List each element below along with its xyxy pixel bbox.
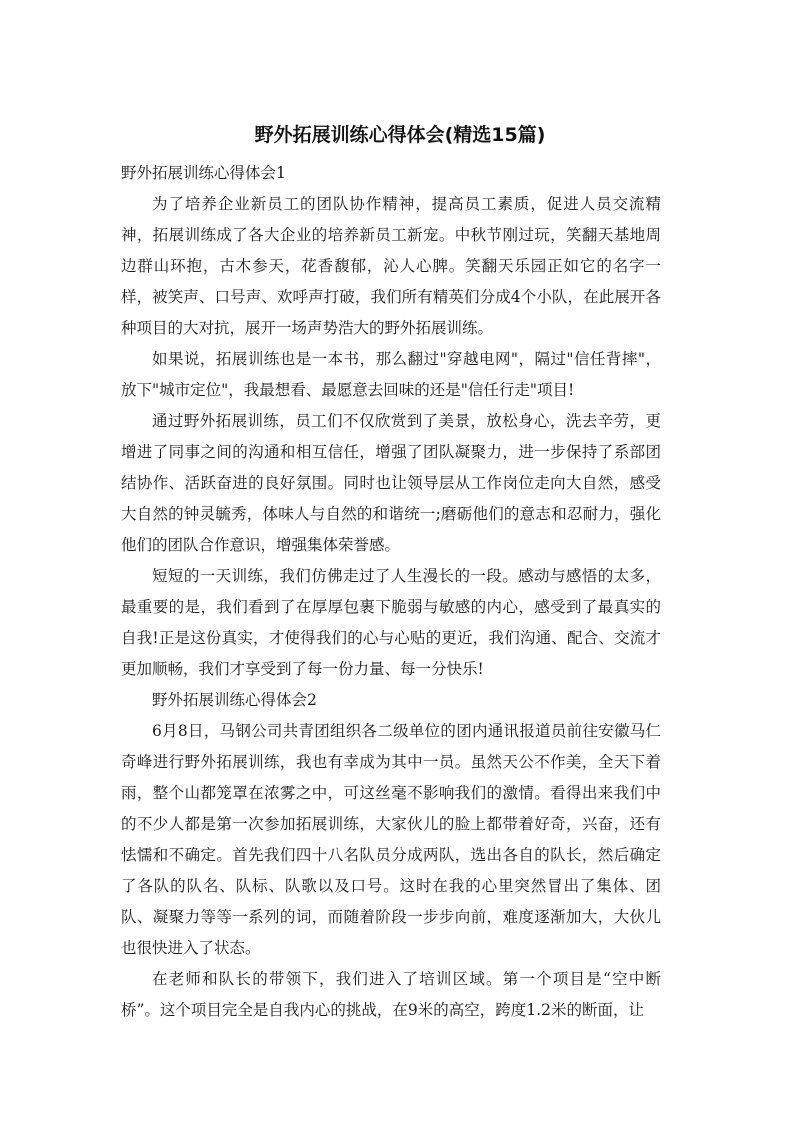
body-paragraph: 短短的一天训练，我们仿佛走过了人生漫长的一段。感动与感悟的太多，最重要的是，我们看到了在厚厚包裹下脆弱与敏感的内心，感受到了最真实的自我!正是这份真实，才使得我们的心与心贴的更近，我们沟通、配合、交流才更加顺畅，我们才享受到了每一份力量、每一分快乐! bbox=[121, 567, 661, 678]
section-heading: 野外拓展训练心得体会1 bbox=[121, 164, 286, 182]
body-paragraph: 在老师和队长的带领下，我们进入了培训区域。第一个项目是“空中断桥”。这个项目完全是自我内心的挑战，在9米的高空，跨度1.2米的断面，让 bbox=[121, 970, 661, 1019]
body-paragraph: 6月8日，马钢公司共青团组织各二级单位的团内通讯报道员前往安徽马仁奇峰进行野外拓展训练，我也有幸成为其中一员。虽然天公不作美，全天下着雨，整个山都笼罩在浓雾之中，可这丝毫不影响我们的激情。看得出来我们中的不少人都是第一次参加拓展训练，大家伙儿的脸上都带着好奇，兴奋，还有怯懦和不确定。首先我们四十八名队员分成两队，选出各自的队长，然后确定了各队的队名、队标、队歌以及口号。这时在我的心里突然冒出了集体、团队、凝聚力等等一系列的词，而随着阶段一步步向前，难度逐渐加大，大伙儿也很快进入了状态。 bbox=[121, 722, 661, 957]
document-title: 野外拓展训练心得体会(精选15篇) bbox=[254, 124, 546, 146]
section-heading: 野外拓展训练心得体会2 bbox=[152, 691, 317, 709]
body-paragraph: 如果说，拓展训练也是一本书，那么翻过"穿越电网"，隔过"信任背摔"，放下"城市定位"，我最想看、最愿意去回味的还是"信任行走"项目! bbox=[121, 350, 661, 399]
document-body bbox=[121, 158, 661, 1026]
body-paragraph: 为了培养企业新员工的团队协作精神，提高员工素质，促进人员交流精神，拓展训练成了各大企业的培养新员工新宠。中秋节刚过玩，笑翻天基地周边群山环抱，古木参天，花香馥郁，沁人心脾。笑翻天乐园正如它的名字一样，被笑声、口号声、欢呼声打破，我们所有精英们分成4个小队，在此展开各种项目的大对抗，展开一场声势浩大的野外拓展训练。 bbox=[121, 195, 661, 337]
body-paragraph: 通过野外拓展训练，员工们不仅欣赏到了美景，放松身心，洗去辛劳，更增进了同事之间的沟通和相互信任，增强了团队凝聚力，进一步保持了系部团结协作、活跃奋进的良好氛围。同时也让领导层从工作岗位走向大自然，感受大自然的钟灵毓秀，体味人与自然的和谐统一;磨砺他们的意志和忍耐力，强化他们的团队合作意识，增强集体荣誉感。 bbox=[121, 412, 661, 554]
